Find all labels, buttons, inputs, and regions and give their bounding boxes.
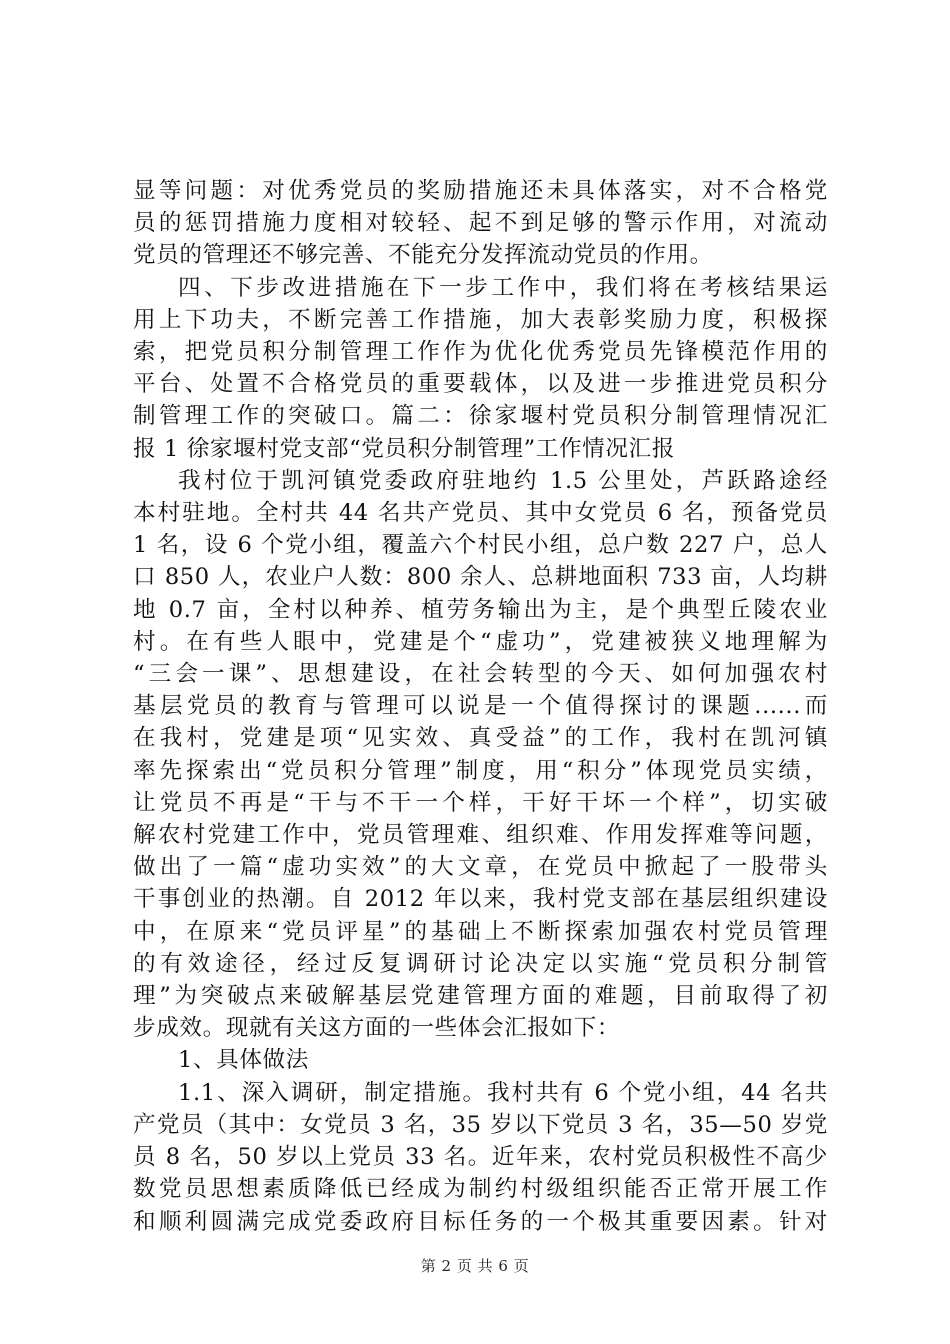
text-line: 1、具体做法 <box>178 1047 309 1074</box>
text-line: 步成效。现就有关这方面的一些体会汇报如下： <box>133 1015 621 1042</box>
text-line: 产党员（其中：女党员 3 名，35 岁以下党员 3 名，35—50 岁党 <box>133 1111 828 1138</box>
text-line: 解农村党建工作中，党员管理难、组织难、作用发挥难等问题， <box>133 822 828 849</box>
text-line: 口 850 人，农业户人数：800 余人、总耕地面积 733 亩，人均耕 <box>133 564 828 591</box>
text-line: 数党员思想素质降低已经成为制约村级组织能否正常开展工作 <box>133 1176 828 1203</box>
text-line: 干事创业的热潮。自 2012 年以来，我村党支部在基层组织建设 <box>133 886 828 913</box>
text-line: 在我村，党建是项“见实效、真受益”的工作，我村在凯河镇 <box>133 725 828 752</box>
page-footer: 第 2 页 共 6 页 <box>420 1257 530 1275</box>
text-line: 党员的管理还不够完善、不能充分发挥流动党员的作用。 <box>133 242 713 269</box>
text-line: 的有效途径，经过反复调研讨论决定以实施“党员积分制管 <box>133 950 828 977</box>
text-line: 1 名，设 6 个党小组，覆盖六个村民小组，总户数 227 户，总人 <box>133 532 828 559</box>
text-line: 报 1 徐家堰村党支部“党员积分制管理”工作情况汇报 <box>133 435 675 462</box>
text-line: 地 0.7 亩，全村以种养、植劳务输出为主，是个典型丘陵农业 <box>133 596 828 623</box>
text-line: “三会一课”、思想建设，在社会转型的今天、如何加强农村 <box>133 661 828 688</box>
text-line: 员 8 名，50 岁以上党员 33 名。近年来，农村党员积极性不高少 <box>133 1144 828 1171</box>
text-line: 索，把党员积分制管理工作作为优化优秀党员先锋模范作用的 <box>133 339 828 366</box>
text-line: 基层党员的教育与管理可以说是一个值得探讨的课题......而 <box>133 693 828 720</box>
text-line: 1.1、深入调研，制定措施。我村共有 6 个党小组，44 名共 <box>178 1079 828 1106</box>
text-line: 中，在原来“党员评星”的基础上不断探索加强农村党员管理 <box>133 918 828 945</box>
text-line: 平台、处置不合格党员的重要载体，以及进一步推进党员积分 <box>133 371 828 398</box>
text-line: 显等问题：对优秀党员的奖励措施还未具体落实，对不合格党 <box>133 178 828 204</box>
text-line: 理”为突破点来破解基层党建管理方面的难题，目前取得了初 <box>133 983 828 1010</box>
text-line: 用上下功夫，不断完善工作措施，加大表彰奖励力度，积极探 <box>133 306 828 333</box>
text-line: 和顺利圆满完成党委政府目标任务的一个极其重要因素。针对 <box>133 1208 828 1235</box>
text-line: 率先探索出“党员积分管理”制度，用“积分”体现党员实绩， <box>133 757 828 784</box>
text-line: 制管理工作的突破口。篇二：徐家堰村党员积分制管理情况汇 <box>133 403 828 430</box>
text-line: 做出了一篇“虚功实效”的大文章，在党员中掀起了一股带头 <box>133 854 828 881</box>
text-line: 村。在有些人眼中，党建是个“虚功”，党建被狭义地理解为 <box>133 628 828 655</box>
text-line: 员的惩罚措施力度相对较轻、起不到足够的警示作用，对流动 <box>133 210 828 237</box>
text-line: 本村驻地。全村共 44 名共产党员、其中女党员 6 名，预备党员 <box>133 500 828 527</box>
text-line: 让党员不再是“干与不干一个样，干好干坏一个样”，切实破 <box>133 789 828 816</box>
text-line: 四、下步改进措施在下一步工作中，我们将在考核结果运 <box>178 274 828 301</box>
document-body <box>133 175 828 1238</box>
text-line: 我村位于凯河镇党委政府驻地约 1.5 公里处，芦跃路途经 <box>178 467 828 494</box>
